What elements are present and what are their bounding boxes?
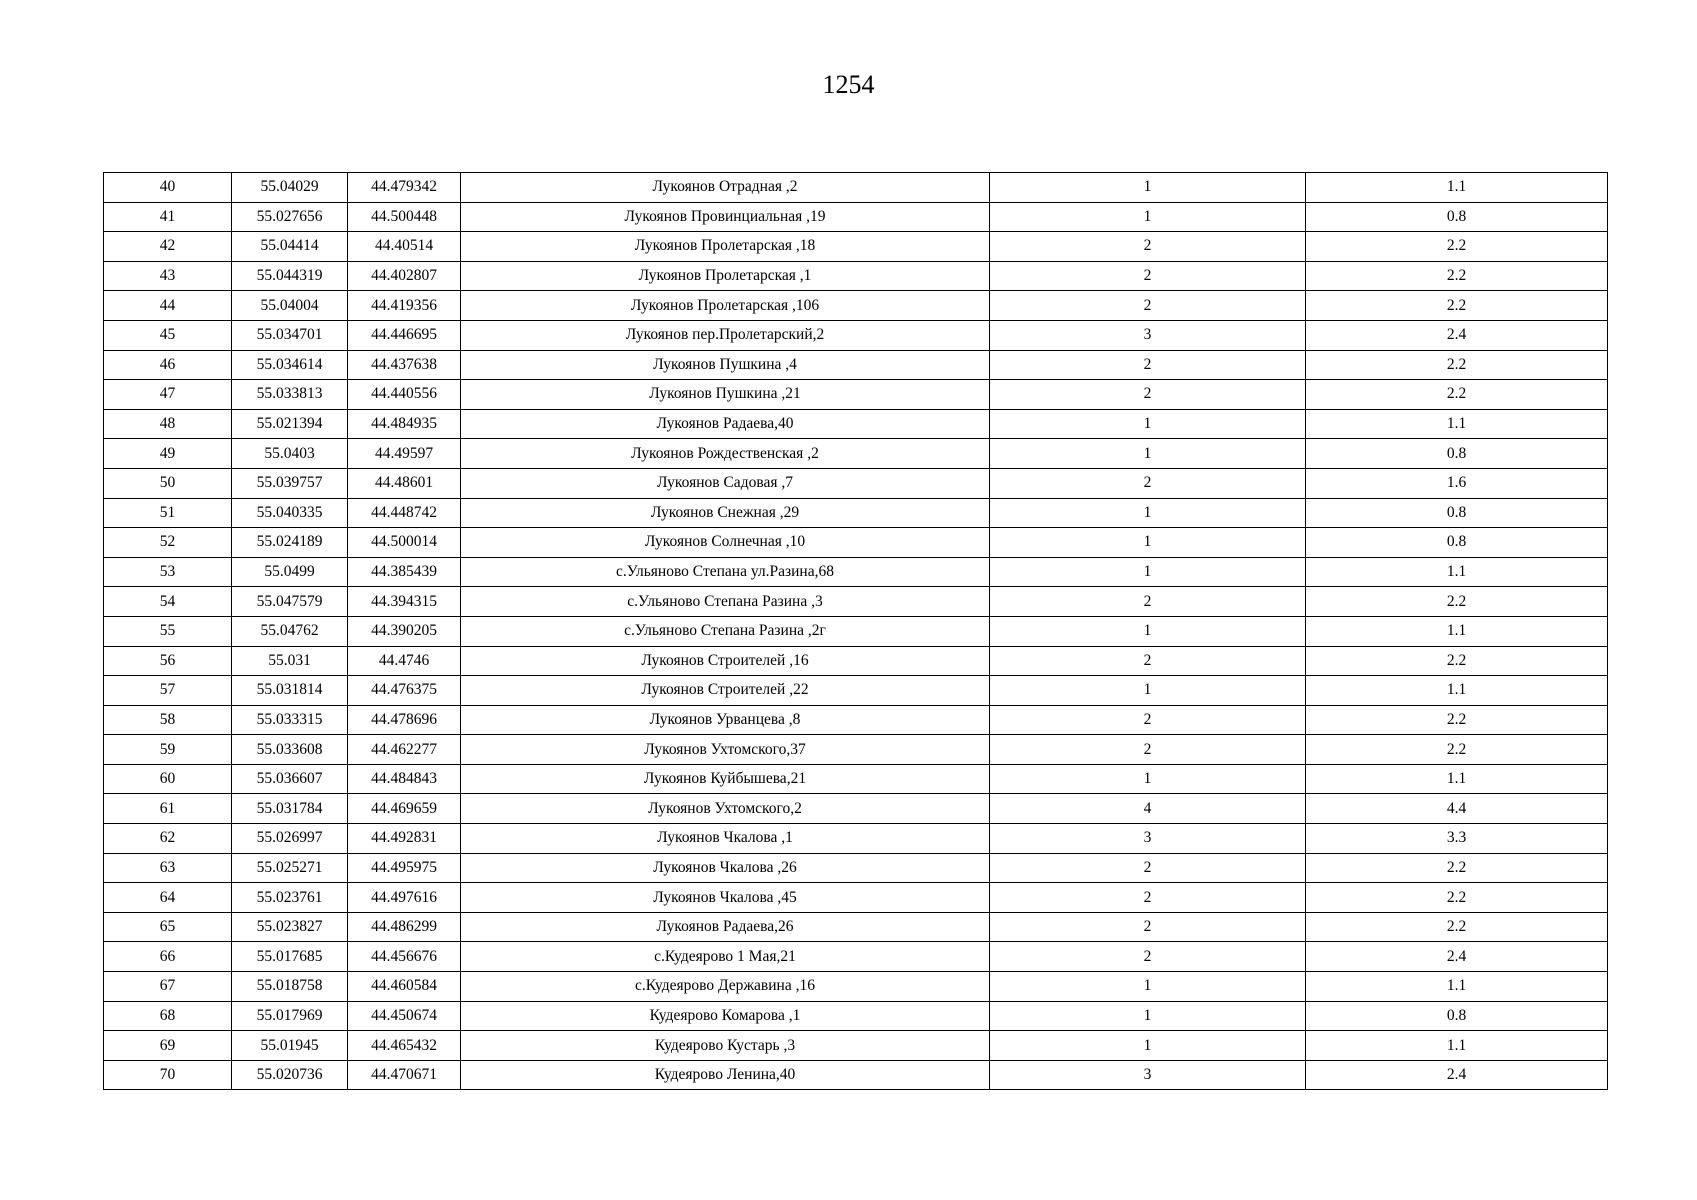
table-row xyxy=(104,794,1608,824)
row-number-cell: 50 xyxy=(104,468,232,498)
latitude-cell: 55.023761 xyxy=(232,883,348,913)
count-cell: 1 xyxy=(990,764,1306,794)
row-number-cell: 46 xyxy=(104,350,232,380)
latitude-cell: 55.0499 xyxy=(232,557,348,587)
value-cell: 0.8 xyxy=(1306,202,1608,232)
latitude-cell: 55.031784 xyxy=(232,794,348,824)
table-row xyxy=(104,1031,1608,1061)
table-row xyxy=(104,320,1608,350)
row-number-cell: 49 xyxy=(104,439,232,469)
value-cell: 2.2 xyxy=(1306,291,1608,321)
table-row xyxy=(104,528,1608,558)
longitude-cell: 44.476375 xyxy=(348,676,461,706)
longitude-cell: 44.492831 xyxy=(348,824,461,854)
count-cell: 3 xyxy=(990,320,1306,350)
longitude-cell: 44.48601 xyxy=(348,468,461,498)
latitude-cell: 55.04004 xyxy=(232,291,348,321)
table-row xyxy=(104,1001,1608,1031)
table-row xyxy=(104,616,1608,646)
value-cell: 0.8 xyxy=(1306,1001,1608,1031)
address-cell: Лукоянов Урванцева ,8 xyxy=(461,705,990,735)
table-row xyxy=(104,202,1608,232)
row-number-cell: 42 xyxy=(104,232,232,262)
table-row xyxy=(104,764,1608,794)
value-cell: 0.8 xyxy=(1306,498,1608,528)
longitude-cell: 44.390205 xyxy=(348,616,461,646)
longitude-cell: 44.446695 xyxy=(348,320,461,350)
address-cell: с.Ульяново Степана Разина ,3 xyxy=(461,587,990,617)
count-cell: 1 xyxy=(990,409,1306,439)
row-number-cell: 41 xyxy=(104,202,232,232)
address-cell: с.Кудеярово Державина ,16 xyxy=(461,972,990,1002)
longitude-cell: 44.462277 xyxy=(348,735,461,765)
longitude-cell: 44.500014 xyxy=(348,528,461,558)
count-cell: 2 xyxy=(990,350,1306,380)
latitude-cell: 55.047579 xyxy=(232,587,348,617)
latitude-cell: 55.040335 xyxy=(232,498,348,528)
table-row xyxy=(104,380,1608,410)
latitude-cell: 55.026997 xyxy=(232,824,348,854)
row-number-cell: 60 xyxy=(104,764,232,794)
longitude-cell: 44.484843 xyxy=(348,764,461,794)
address-cell: Лукоянов Строителей ,16 xyxy=(461,646,990,676)
count-cell: 1 xyxy=(990,1001,1306,1031)
value-cell: 2.2 xyxy=(1306,380,1608,410)
row-number-cell: 54 xyxy=(104,587,232,617)
address-cell: с.Кудеярово 1 Мая,21 xyxy=(461,942,990,972)
count-cell: 4 xyxy=(990,794,1306,824)
address-cell: Лукоянов Строителей ,22 xyxy=(461,676,990,706)
address-cell: Лукоянов Отрадная ,2 xyxy=(461,173,990,203)
latitude-cell: 55.04762 xyxy=(232,616,348,646)
address-cell: Лукоянов Чкалова ,26 xyxy=(461,853,990,883)
table-row xyxy=(104,735,1608,765)
table-row xyxy=(104,676,1608,706)
table-row xyxy=(104,1060,1608,1090)
address-cell: Лукоянов Рождественская ,2 xyxy=(461,439,990,469)
address-cell: Кудеярово Кустарь ,3 xyxy=(461,1031,990,1061)
count-cell: 1 xyxy=(990,498,1306,528)
row-number-cell: 48 xyxy=(104,409,232,439)
latitude-cell: 55.017969 xyxy=(232,1001,348,1031)
row-number-cell: 52 xyxy=(104,528,232,558)
count-cell: 2 xyxy=(990,646,1306,676)
value-cell: 1.1 xyxy=(1306,557,1608,587)
table-row xyxy=(104,883,1608,913)
latitude-cell: 55.04029 xyxy=(232,173,348,203)
row-number-cell: 45 xyxy=(104,320,232,350)
table-row xyxy=(104,972,1608,1002)
latitude-cell: 55.024189 xyxy=(232,528,348,558)
value-cell: 2.4 xyxy=(1306,1060,1608,1090)
row-number-cell: 62 xyxy=(104,824,232,854)
table-row xyxy=(104,646,1608,676)
value-cell: 2.4 xyxy=(1306,320,1608,350)
row-number-cell: 53 xyxy=(104,557,232,587)
longitude-cell: 44.456676 xyxy=(348,942,461,972)
address-cell: Лукоянов Пушкина ,4 xyxy=(461,350,990,380)
count-cell: 2 xyxy=(990,705,1306,735)
longitude-cell: 44.419356 xyxy=(348,291,461,321)
latitude-cell: 55.033813 xyxy=(232,380,348,410)
address-cell: Лукоянов Куйбышева,21 xyxy=(461,764,990,794)
table-row xyxy=(104,261,1608,291)
latitude-cell: 55.021394 xyxy=(232,409,348,439)
value-cell: 0.8 xyxy=(1306,439,1608,469)
address-cell: Лукоянов Пролетарская ,106 xyxy=(461,291,990,321)
longitude-cell: 44.495975 xyxy=(348,853,461,883)
row-number-cell: 40 xyxy=(104,173,232,203)
latitude-cell: 55.018758 xyxy=(232,972,348,1002)
value-cell: 1.1 xyxy=(1306,409,1608,439)
longitude-cell: 44.500448 xyxy=(348,202,461,232)
address-cell: Кудеярово Комарова ,1 xyxy=(461,1001,990,1031)
count-cell: 1 xyxy=(990,528,1306,558)
count-cell: 2 xyxy=(990,232,1306,262)
table-row xyxy=(104,853,1608,883)
count-cell: 3 xyxy=(990,824,1306,854)
latitude-cell: 55.034614 xyxy=(232,350,348,380)
row-number-cell: 58 xyxy=(104,705,232,735)
address-cell: Лукоянов Пролетарская ,1 xyxy=(461,261,990,291)
latitude-cell: 55.033608 xyxy=(232,735,348,765)
row-number-cell: 67 xyxy=(104,972,232,1002)
value-cell: 2.2 xyxy=(1306,646,1608,676)
count-cell: 2 xyxy=(990,735,1306,765)
table-row xyxy=(104,350,1608,380)
value-cell: 1.1 xyxy=(1306,1031,1608,1061)
row-number-cell: 44 xyxy=(104,291,232,321)
row-number-cell: 55 xyxy=(104,616,232,646)
latitude-cell: 55.020736 xyxy=(232,1060,348,1090)
count-cell: 2 xyxy=(990,912,1306,942)
page-number: 1254 xyxy=(822,70,875,99)
table-row xyxy=(104,291,1608,321)
row-number-cell: 65 xyxy=(104,912,232,942)
address-cell: Лукоянов Радаева,26 xyxy=(461,912,990,942)
value-cell: 1.1 xyxy=(1306,972,1608,1002)
data-table xyxy=(103,172,1608,1090)
value-cell: 2.2 xyxy=(1306,883,1608,913)
address-cell: с.Ульяново Степана ул.Разина,68 xyxy=(461,557,990,587)
latitude-cell: 55.017685 xyxy=(232,942,348,972)
row-number-cell: 64 xyxy=(104,883,232,913)
row-number-cell: 43 xyxy=(104,261,232,291)
row-number-cell: 59 xyxy=(104,735,232,765)
table-row xyxy=(104,587,1608,617)
count-cell: 1 xyxy=(990,202,1306,232)
count-cell: 2 xyxy=(990,468,1306,498)
value-cell: 1.1 xyxy=(1306,616,1608,646)
longitude-cell: 44.49597 xyxy=(348,439,461,469)
latitude-cell: 55.023827 xyxy=(232,912,348,942)
latitude-cell: 55.034701 xyxy=(232,320,348,350)
longitude-cell: 44.40514 xyxy=(348,232,461,262)
value-cell: 1.6 xyxy=(1306,468,1608,498)
table-row xyxy=(104,409,1608,439)
value-cell: 2.2 xyxy=(1306,232,1608,262)
longitude-cell: 44.470671 xyxy=(348,1060,461,1090)
value-cell: 1.1 xyxy=(1306,676,1608,706)
table-row xyxy=(104,173,1608,203)
longitude-cell: 44.465432 xyxy=(348,1031,461,1061)
value-cell: 2.2 xyxy=(1306,587,1608,617)
value-cell: 1.1 xyxy=(1306,173,1608,203)
table-row xyxy=(104,557,1608,587)
longitude-cell: 44.4746 xyxy=(348,646,461,676)
value-cell: 2.2 xyxy=(1306,261,1608,291)
table-row xyxy=(104,705,1608,735)
latitude-cell: 55.025271 xyxy=(232,853,348,883)
row-number-cell: 68 xyxy=(104,1001,232,1031)
value-cell: 0.8 xyxy=(1306,528,1608,558)
row-number-cell: 63 xyxy=(104,853,232,883)
table-row xyxy=(104,232,1608,262)
latitude-cell: 55.044319 xyxy=(232,261,348,291)
count-cell: 2 xyxy=(990,883,1306,913)
value-cell: 1.1 xyxy=(1306,764,1608,794)
address-cell: Кудеярово Ленина,40 xyxy=(461,1060,990,1090)
address-cell: Лукоянов Ухтомского,2 xyxy=(461,794,990,824)
count-cell: 1 xyxy=(990,676,1306,706)
latitude-cell: 55.027656 xyxy=(232,202,348,232)
row-number-cell: 69 xyxy=(104,1031,232,1061)
count-cell: 1 xyxy=(990,557,1306,587)
count-cell: 2 xyxy=(990,587,1306,617)
latitude-cell: 55.031 xyxy=(232,646,348,676)
value-cell: 2.2 xyxy=(1306,853,1608,883)
address-cell: с.Ульяново Степана Разина ,2г xyxy=(461,616,990,646)
address-cell: Лукоянов Садовая ,7 xyxy=(461,468,990,498)
count-cell: 2 xyxy=(990,380,1306,410)
latitude-cell: 55.04414 xyxy=(232,232,348,262)
latitude-cell: 55.033315 xyxy=(232,705,348,735)
value-cell: 3.3 xyxy=(1306,824,1608,854)
address-cell: Лукоянов Радаева,40 xyxy=(461,409,990,439)
count-cell: 1 xyxy=(990,173,1306,203)
longitude-cell: 44.460584 xyxy=(348,972,461,1002)
address-cell: Лукоянов Ухтомского,37 xyxy=(461,735,990,765)
row-number-cell: 51 xyxy=(104,498,232,528)
longitude-cell: 44.450674 xyxy=(348,1001,461,1031)
row-number-cell: 61 xyxy=(104,794,232,824)
count-cell: 2 xyxy=(990,291,1306,321)
table-row xyxy=(104,942,1608,972)
value-cell: 2.2 xyxy=(1306,705,1608,735)
row-number-cell: 56 xyxy=(104,646,232,676)
address-cell: Лукоянов Пролетарская ,18 xyxy=(461,232,990,262)
longitude-cell: 44.469659 xyxy=(348,794,461,824)
table-row xyxy=(104,912,1608,942)
table-row xyxy=(104,468,1608,498)
longitude-cell: 44.478696 xyxy=(348,705,461,735)
value-cell: 2.2 xyxy=(1306,735,1608,765)
longitude-cell: 44.394315 xyxy=(348,587,461,617)
longitude-cell: 44.437638 xyxy=(348,350,461,380)
count-cell: 2 xyxy=(990,942,1306,972)
latitude-cell: 55.036607 xyxy=(232,764,348,794)
value-cell: 2.2 xyxy=(1306,912,1608,942)
value-cell: 2.4 xyxy=(1306,942,1608,972)
address-cell: Лукоянов Пушкина ,21 xyxy=(461,380,990,410)
count-cell: 1 xyxy=(990,972,1306,1002)
table-row xyxy=(104,824,1608,854)
address-cell: Лукоянов Снежная ,29 xyxy=(461,498,990,528)
longitude-cell: 44.448742 xyxy=(348,498,461,528)
longitude-cell: 44.440556 xyxy=(348,380,461,410)
count-cell: 2 xyxy=(990,261,1306,291)
count-cell: 1 xyxy=(990,1031,1306,1061)
latitude-cell: 55.031814 xyxy=(232,676,348,706)
longitude-cell: 44.497616 xyxy=(348,883,461,913)
table-row xyxy=(104,439,1608,469)
value-cell: 4.4 xyxy=(1306,794,1608,824)
count-cell: 1 xyxy=(990,616,1306,646)
table-body xyxy=(104,173,1608,1090)
count-cell: 3 xyxy=(990,1060,1306,1090)
longitude-cell: 44.486299 xyxy=(348,912,461,942)
longitude-cell: 44.484935 xyxy=(348,409,461,439)
row-number-cell: 70 xyxy=(104,1060,232,1090)
longitude-cell: 44.385439 xyxy=(348,557,461,587)
address-cell: Лукоянов Чкалова ,45 xyxy=(461,883,990,913)
row-number-cell: 66 xyxy=(104,942,232,972)
latitude-cell: 55.0403 xyxy=(232,439,348,469)
address-cell: Лукоянов Солнечная ,10 xyxy=(461,528,990,558)
value-cell: 2.2 xyxy=(1306,350,1608,380)
longitude-cell: 44.479342 xyxy=(348,173,461,203)
table-row xyxy=(104,498,1608,528)
row-number-cell: 47 xyxy=(104,380,232,410)
latitude-cell: 55.039757 xyxy=(232,468,348,498)
row-number-cell: 57 xyxy=(104,676,232,706)
count-cell: 2 xyxy=(990,853,1306,883)
address-cell: Лукоянов Чкалова ,1 xyxy=(461,824,990,854)
longitude-cell: 44.402807 xyxy=(348,261,461,291)
count-cell: 1 xyxy=(990,439,1306,469)
latitude-cell: 55.01945 xyxy=(232,1031,348,1061)
address-cell: Лукоянов Провинциальная ,19 xyxy=(461,202,990,232)
address-cell: Лукоянов пер.Пролетарский,2 xyxy=(461,320,990,350)
